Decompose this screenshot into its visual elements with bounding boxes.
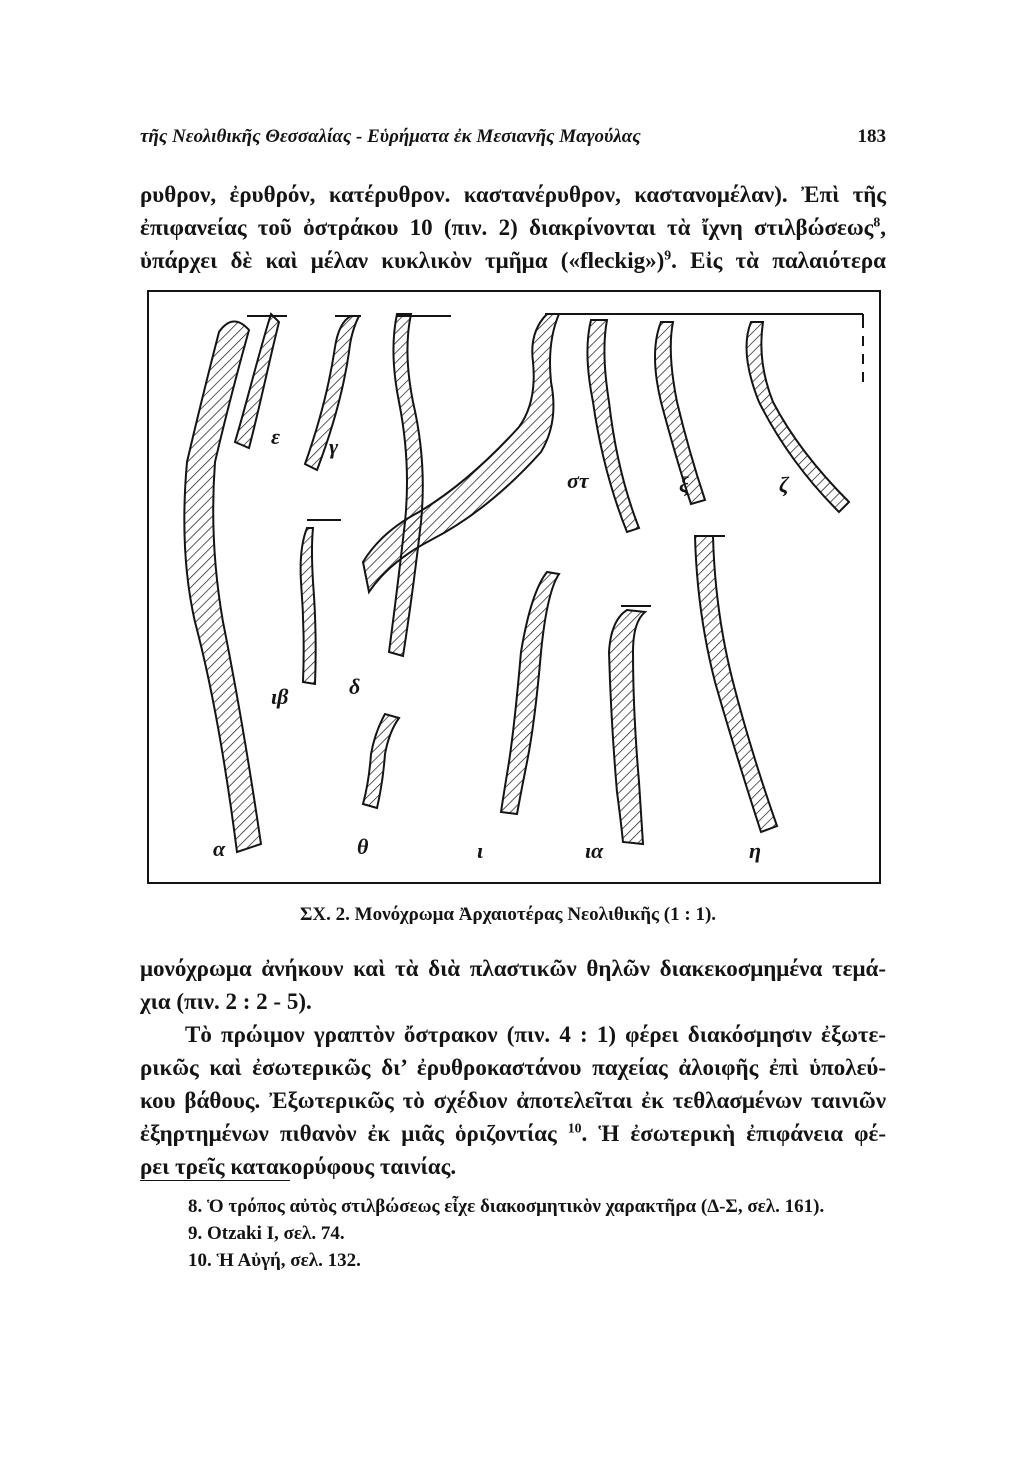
text-run: ὑπάρχει δὲ καὶ μέλαν κυκλικὸν τμῆμα («fleckig») bbox=[140, 248, 665, 273]
sherd-profile-th bbox=[363, 714, 399, 808]
sherd-label: γ bbox=[329, 434, 339, 459]
text-run: Ἡ ἐσωτερικὴ ἐπιφάνεια φέ- bbox=[598, 1121, 887, 1146]
footnote-rule bbox=[140, 1180, 290, 1181]
figure-caption: ΣΧ. 2. Μονόχρωμα Ἀρχαιοτέρας Νεολιθικῆς (1 : 1). bbox=[300, 904, 717, 925]
sherd-label: ι bbox=[477, 838, 484, 863]
text-run: . bbox=[581, 1121, 588, 1146]
sherd-label: ξ bbox=[679, 472, 689, 497]
running-head-title: τῆς Νεολιθικῆς Θεσσαλίας - Εὑρήματα ἐκ Μεσιανῆς Μαγούλας bbox=[140, 126, 641, 147]
sherd-label: ζ bbox=[779, 472, 789, 497]
sherd-label: θ bbox=[357, 834, 369, 859]
paragraph-top bbox=[140, 178, 886, 277]
footnotes bbox=[188, 1193, 908, 1274]
text-line: ὑπάρχει δὲ καὶ μέλαν κυκλικὸν τμῆμα («fleckig»)$^9$. Εἰς τὰ παλαιότερα bbox=[140, 247, 887, 273]
footnote-ref: 9 bbox=[664, 247, 672, 263]
sherd-profile-i bbox=[501, 572, 559, 814]
footnote: 9. Otzaki I, σελ. 74. bbox=[188, 1223, 345, 1244]
page-number: 183 bbox=[857, 126, 886, 147]
sherd-label: ιβ bbox=[271, 684, 289, 709]
sherd-profile-z bbox=[747, 322, 850, 512]
text-run: ἐξηρτημένων πιθανὸν ἐκ μιᾶς ὁριζοντίας bbox=[140, 1121, 557, 1146]
sherd-label: ε bbox=[271, 424, 281, 449]
text-line: μονόχρωμα ἀνήκουν καὶ τὰ διὰ πλαστικῶν θηλῶν διακεκοσμημένα τεμά- bbox=[140, 956, 886, 981]
sherd-profile-long bbox=[363, 314, 559, 592]
sherd-profile-eta bbox=[695, 536, 777, 832]
text-line: ρει τρεῖς κατακορύφους ταινίας. bbox=[140, 1154, 457, 1179]
text-run: ἐπιφανείας τοῦ ὀστράκου 10 (πιν. 2) διακρίνονται τὰ ἴχνη στιλβώσεως bbox=[140, 215, 874, 240]
footnote: 10. Ἡ Αὐγή, σελ. 132. bbox=[188, 1250, 361, 1271]
footnote-ref: 10 bbox=[567, 1120, 582, 1136]
sherd-profile-ib bbox=[301, 528, 316, 684]
text-line: Τὸ πρώιμον γραπτὸν ὄστρακον (πιν. 4 : 1) φέρει διακόσμησιν ἐξωτε- bbox=[185, 1022, 886, 1047]
text-line: ρικῶς καὶ ἐσωτερικῶς δι’ ἐρυθροκαστάνου παχείας ἀλοιφῆς ἐπὶ ὑπολεύ- bbox=[140, 1055, 886, 1080]
paragraph-bottom bbox=[140, 952, 886, 1183]
footnote-ref: 8 bbox=[873, 214, 881, 230]
sherd-profile-st bbox=[587, 320, 639, 532]
running-head bbox=[140, 126, 886, 156]
sherd-profiles-figure bbox=[147, 290, 881, 884]
sherd-label: δ bbox=[349, 674, 361, 699]
footnote: 8. Ὁ τρόπος αὐτὸς στιλβώσεως εἶχε διακοσμητικὸν χαρακτῆρα (Δ-Σ, σελ. 161). bbox=[188, 1196, 825, 1217]
sherd-label: στ bbox=[567, 468, 589, 493]
text-line bbox=[140, 1117, 886, 1150]
sherd-label: α bbox=[213, 836, 226, 861]
sherd-profile-ia bbox=[609, 610, 645, 844]
text-run: , bbox=[880, 215, 886, 240]
sherd-label: η bbox=[749, 838, 762, 863]
sherd-label: ια bbox=[585, 838, 604, 863]
text-line: ρυθρον, ἐρυθρόν, κατέρυθρον. καστανέρυθρον, καστανομέλαν). Ἐπὶ τῆς bbox=[140, 182, 886, 207]
sherd-profile-d bbox=[389, 314, 423, 656]
text-line: χια (πιν. 2 : 2 - 5). bbox=[140, 989, 312, 1014]
text-run: Εἰς τὰ παλαιότερα bbox=[690, 248, 887, 273]
text-line bbox=[140, 211, 886, 244]
text-line: κου βάθους. Ἐξωτερικῶς τὸ σχέδιον ἀποτελεῖται ἐκ τεθλασμένων ταινιῶν bbox=[140, 1088, 886, 1113]
sherd-profiles-drawing bbox=[149, 292, 879, 882]
